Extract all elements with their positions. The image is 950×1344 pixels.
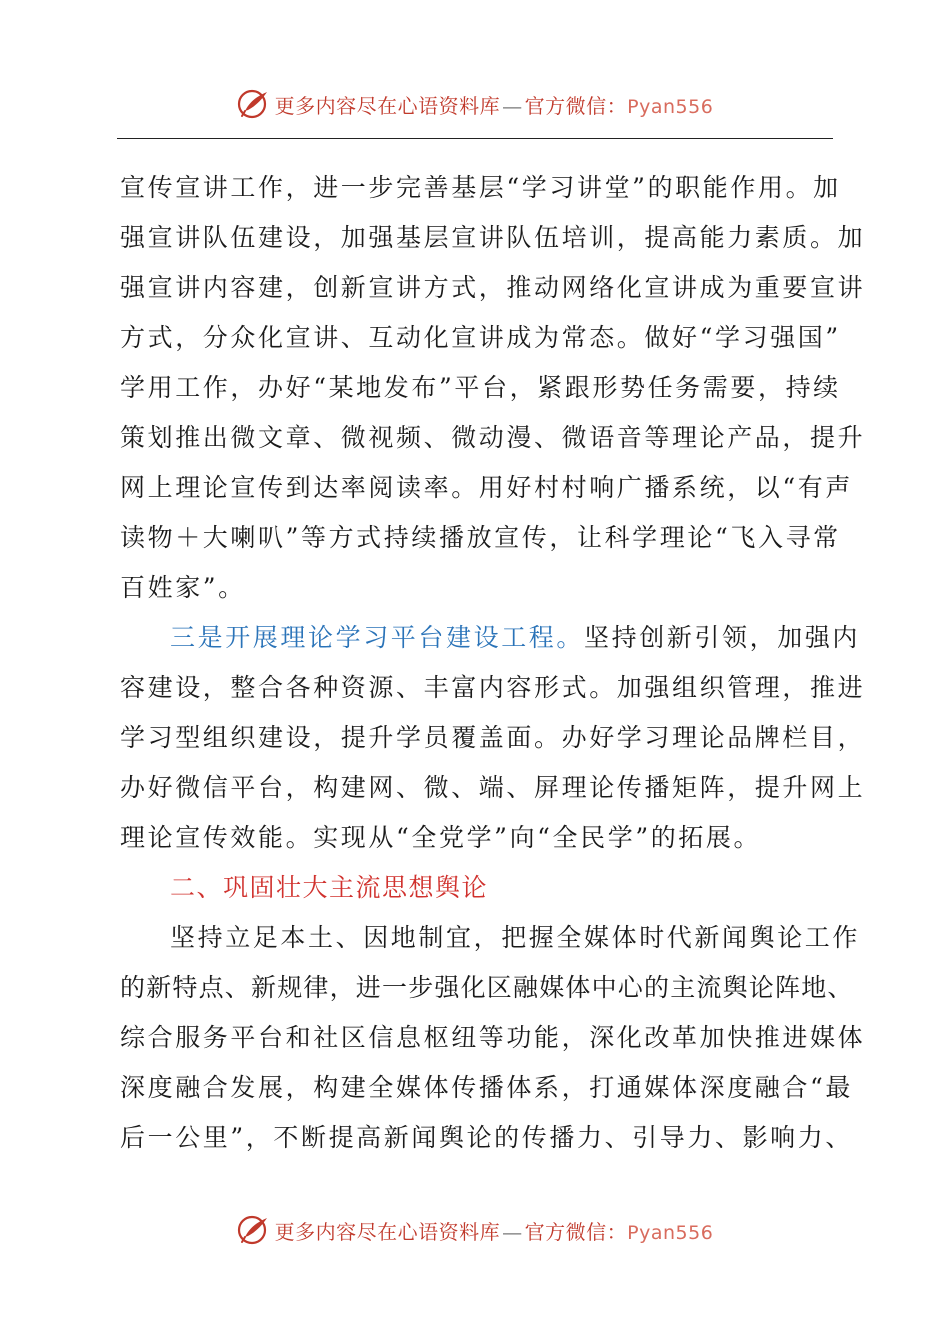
footer-wechat-account: Pyan556 xyxy=(627,1221,714,1244)
header-text xyxy=(275,90,714,119)
footer-banner xyxy=(0,1210,950,1250)
footer-text xyxy=(275,1216,714,1245)
para1-line-7: 网上理论宣传到达率阅读率。用好村村响广播系统，以“有声 xyxy=(120,473,853,502)
para1-line-6: 策划推出微文章、微视频、微动漫、微语音等理论产品，提升 xyxy=(120,423,866,452)
para1-line-1: 宣传宣讲工作，进一步完善基层“学习讲堂”的职能作用。加 xyxy=(120,173,841,202)
footer-wechat-label: 官方微信： xyxy=(524,1219,628,1244)
para2-line-2: 容建设，整合各种资源、丰富内容形式。加强组织管理，推进 xyxy=(120,673,866,702)
para1-line-8: 读物＋大喇叭”等方式持续播放宣传，让科学理论“飞入寻常 xyxy=(120,523,841,552)
para2-line-3: 学习型组织建设，提升学员覆盖面。办好学习理论品牌栏目， xyxy=(120,723,866,752)
quill-logo-icon xyxy=(237,1213,271,1247)
header-wechat-label: 官方微信： xyxy=(524,93,628,118)
para1-line-3: 强宣讲内容建，创新宣讲方式，推动网络化宣讲成为重要宣讲 xyxy=(120,273,866,302)
para3-line-3: 综合服务平台和社区信息枢纽等功能，深化改革加快推进媒体 xyxy=(120,1023,866,1052)
para3-line-5: 后一公里”，不断提高新闻舆论的传播力、引导力、影响力、 xyxy=(120,1123,853,1152)
header-divider xyxy=(117,138,833,139)
para1-line-4: 方式，分众化宣讲、互动化宣讲成为常态。做好“学习强国” xyxy=(120,323,841,352)
header-brand: 更多内容尽在心语资料库 xyxy=(274,93,501,118)
para3-line-2: 的新特点、新规律，进一步强化区融媒体中心的主流舆论阵地、 xyxy=(120,973,854,1002)
para2-line-4: 办好微信平台，构建网、微、端、屏理论传播矩阵，提升网上 xyxy=(120,773,866,802)
footer-separator: — xyxy=(502,1219,523,1244)
para2-first-rest: 坚持创新引领，加强内 xyxy=(584,623,861,652)
para3-line-4: 深度融合发展，构建全媒体传播体系，打通媒体深度融合“最 xyxy=(120,1073,853,1102)
para1-line-5: 学用工作，办好“某地发布”平台，紧跟形势任务需要，持续 xyxy=(120,373,841,402)
para2-heading: 三是开展理论学习平台建设工程。 xyxy=(170,623,585,652)
para1-line-9: 百姓家”。 xyxy=(120,573,246,602)
header-separator: — xyxy=(502,93,523,118)
para1-line-2: 强宣讲队伍建设，加强基层宣讲队伍培训，提高能力素质。加 xyxy=(120,223,866,252)
footer-brand: 更多内容尽在心语资料库 xyxy=(274,1219,501,1244)
header-wechat-account: Pyan556 xyxy=(627,95,714,118)
header-banner xyxy=(0,84,950,124)
section-heading: 二、巩固壮大主流思想舆论 xyxy=(170,873,489,902)
para3-line-1: 坚持立足本土、因地制宜，把握全媒体时代新闻舆论工作 xyxy=(170,923,861,952)
quill-logo-icon xyxy=(237,87,271,121)
para2-line-5: 理论宣传效能。实现从“全党学”向“全民学”的拓展。 xyxy=(120,823,762,852)
para2-line-1 xyxy=(170,622,861,654)
